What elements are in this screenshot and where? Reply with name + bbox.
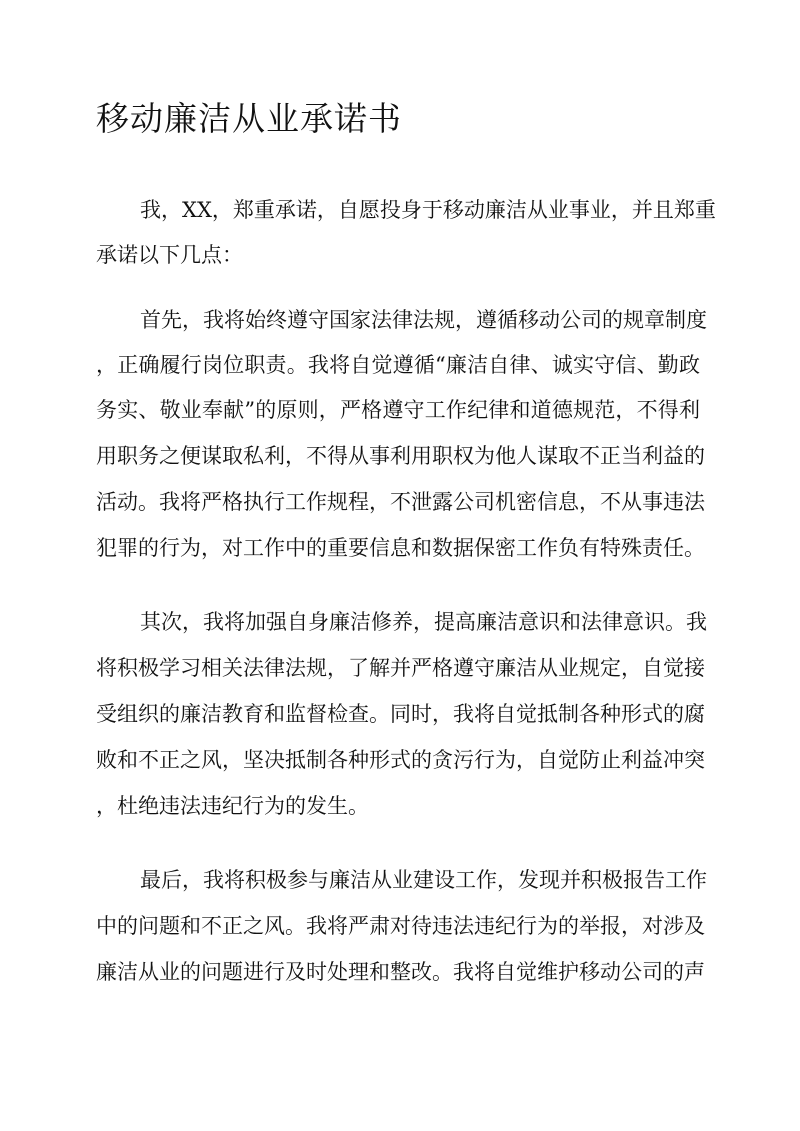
paragraph-1-line-2: 承诺以下几点： xyxy=(96,243,243,267)
paragraph-3-line-4: 败和不正之风，坚决抵制各种形式的贪污行为，自觉防止利益冲突 xyxy=(96,748,705,772)
paragraph-3-line-3: 受组织的廉洁教育和监督检查。同时，我将自觉抵制各种形式的腐 xyxy=(96,702,705,726)
paragraph-3-line-2: 将积极学习相关法律法规，了解并严格遵守廉洁从业规定，自觉接 xyxy=(96,656,705,680)
paragraph-4-line-1: 最后，我将积极参与廉洁从业建设工作，发现并积极报告工作 xyxy=(140,868,707,892)
paragraph-2-line-1: 首先，我将始终遵守国家法律法规，遵循移动公司的规章制度 xyxy=(140,308,707,332)
paragraph-1-line-1: 我，XX，郑重承诺，自愿投身于移动廉洁从业事业，并且郑重 xyxy=(140,198,716,222)
paragraph-4-line-2: 中的问题和不正之风。我将严肃对待违法违纪行为的举报，对涉及 xyxy=(96,914,705,938)
paragraph-4-line-3: 廉洁从业的问题进行及时处理和整改。我将自觉维护移动公司的声 xyxy=(96,960,705,984)
paragraph-3-line-1: 其次，我将加强自身廉洁修养，提高廉洁意识和法律意识。我 xyxy=(140,610,707,634)
paragraph-2-line-3: 务实、敬业奉献”的原则，严格遵守工作纪律和道德规范，不得利 xyxy=(96,398,700,422)
paragraph-3-line-5: ，杜绝违法违纪行为的发生。 xyxy=(96,794,369,818)
paragraph-2-line-5: 活动。我将严格执行工作规程，不泄露公司机密信息，不从事违法 xyxy=(96,490,705,514)
paragraph-2-line-6: 犯罪的行为，对工作中的重要信息和数据保密工作负有特殊责任。 xyxy=(96,536,705,560)
paragraph-2-line-2: ，正确履行岗位职责。我将自觉遵循“廉洁自律、诚实守信、勤政 xyxy=(96,353,700,377)
document-title: 移动廉洁从业承诺书 xyxy=(96,99,402,138)
paragraph-2-line-4: 用职务之便谋取私利，不得从事利用职权为他人谋取不正当利益的 xyxy=(96,444,705,468)
